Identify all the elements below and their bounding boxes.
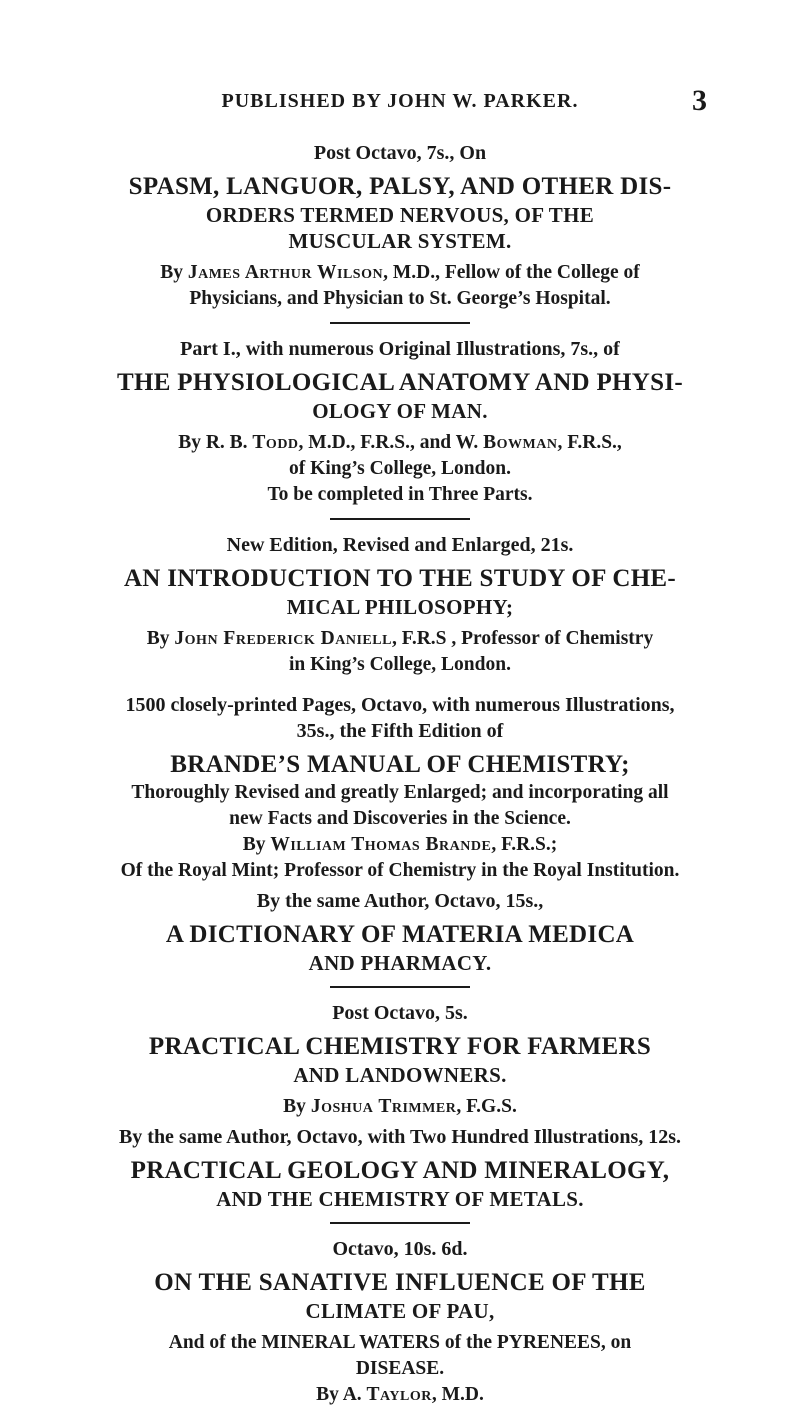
book-title-line: THE PHYSIOLOGICAL ANATOMY AND PHYSI- bbox=[117, 369, 683, 396]
author-line: By Joshua Trimmer, F.G.S. bbox=[283, 1096, 517, 1117]
book-entry-climate-of-pau bbox=[0, 1236, 800, 1408]
book-entry-practical-chemistry bbox=[0, 1000, 800, 1120]
book-entry-practical-geology bbox=[0, 1124, 800, 1212]
entry-description: Thoroughly Revised and greatly Enlarged; and incorporating all bbox=[131, 782, 669, 803]
author-description: Of the Royal Mint; Professor of Chemistry in the Royal Institution. bbox=[120, 860, 680, 881]
entry-intro: By the same Author, Octavo, with Two Hundred Illustrations, 12s. bbox=[118, 1126, 682, 1148]
author-line: By John Frederick Daniell, F.R.S , Professor of Chemistry bbox=[146, 628, 654, 649]
book-title-line: MICAL PHILOSOPHY; bbox=[286, 595, 514, 619]
entry-description: DISEASE. bbox=[355, 1358, 445, 1379]
section-divider bbox=[330, 322, 470, 324]
book-title-line: OLOGY OF MAN. bbox=[312, 399, 488, 423]
author-description: of King’s College, London. bbox=[289, 458, 511, 479]
author-line: By A. Taylor, M.D. bbox=[316, 1384, 484, 1405]
book-title-line: MUSCULAR SYSTEM. bbox=[288, 229, 512, 253]
entry-intro: New Edition, Revised and Enlarged, 21s. bbox=[226, 534, 574, 556]
book-title-line: AND THE CHEMISTRY OF METALS. bbox=[216, 1187, 584, 1211]
entry-intro: Post Octavo, 5s. bbox=[332, 1002, 468, 1024]
entry-intro: Part I., with numerous Original Illustrations, 7s., of bbox=[180, 338, 620, 360]
book-entry-spasm bbox=[0, 140, 800, 312]
author-line: By James Arthur Wilson, M.D., Fellow of the College of bbox=[160, 262, 640, 283]
book-title-line: SPASM, LANGUOR, PALSY, AND OTHER DIS- bbox=[128, 173, 672, 200]
author-name: Joshua Trimmer bbox=[310, 1096, 457, 1117]
book-title-line: AND PHARMACY. bbox=[308, 951, 492, 975]
section-divider bbox=[330, 684, 470, 686]
running-title: PUBLISHED BY JOHN W. PARKER. bbox=[221, 90, 579, 112]
entry-intro: By the same Author, Octavo, 15s., bbox=[256, 890, 544, 912]
book-title-line: ON THE SANATIVE INFLUENCE OF THE bbox=[154, 1269, 646, 1296]
book-title-line: BRANDE’S MANUAL OF CHEMISTRY; bbox=[170, 751, 630, 778]
section-divider bbox=[330, 1222, 470, 1224]
book-entry-physiological-anatomy bbox=[0, 336, 800, 508]
author-name: Todd bbox=[252, 432, 299, 453]
entry-intro: Post Octavo, 7s., On bbox=[313, 142, 487, 164]
book-entry-materia-medica bbox=[0, 888, 800, 976]
entry-intro: Octavo, 10s. 6d. bbox=[332, 1238, 468, 1260]
book-entry-brande-manual bbox=[0, 692, 800, 884]
book-title-line: PRACTICAL GEOLOGY AND MINERALOGY, bbox=[130, 1157, 670, 1184]
book-title-line: PRACTICAL CHEMISTRY FOR FARMERS bbox=[148, 1033, 652, 1060]
author-line: By William Thomas Brande, F.R.S.; bbox=[242, 834, 558, 855]
author-name: William Thomas Brande bbox=[270, 834, 492, 855]
author-description: in King’s College, London. bbox=[289, 654, 511, 675]
entry-intro: 1500 closely-printed Pages, Octavo, with numerous Illustrations, bbox=[125, 694, 675, 716]
page-number: 3 bbox=[692, 84, 707, 117]
entry-note: To be completed in Three Parts. bbox=[267, 484, 533, 505]
entry-description: And of the MINERAL WATERS of the PYRENEES, on bbox=[168, 1332, 632, 1353]
book-title-line: ORDERS TERMED NERVOUS, OF THE bbox=[205, 203, 595, 227]
book-title-line: A DICTIONARY OF MATERIA MEDICA bbox=[165, 921, 635, 948]
author-name: Taylor bbox=[366, 1384, 432, 1405]
book-title-line: AN INTRODUCTION TO THE STUDY OF CHE- bbox=[123, 565, 677, 592]
running-head bbox=[0, 84, 800, 118]
author-name: Bowman bbox=[483, 432, 558, 453]
author-name: James Arthur Wilson bbox=[187, 262, 384, 283]
section-divider bbox=[330, 518, 470, 520]
entry-description: new Facts and Discoveries in the Science. bbox=[229, 808, 571, 829]
book-title-line: AND LANDOWNERS. bbox=[293, 1063, 507, 1087]
entry-intro: 35s., the Fifth Edition of bbox=[296, 720, 504, 742]
book-entry-chemical-philosophy bbox=[0, 532, 800, 678]
book-title-line: CLIMATE OF PAU, bbox=[305, 1299, 495, 1323]
author-name: John Frederick Daniell bbox=[174, 628, 392, 649]
author-description: Physicians, and Physician to St. George’s Hospital. bbox=[189, 288, 611, 309]
section-divider bbox=[330, 986, 470, 988]
author-line: By R. B. Todd, M.D., F.R.S., and W. Bowman, F.R.S., bbox=[178, 432, 622, 453]
advertisement-list bbox=[0, 140, 800, 1408]
